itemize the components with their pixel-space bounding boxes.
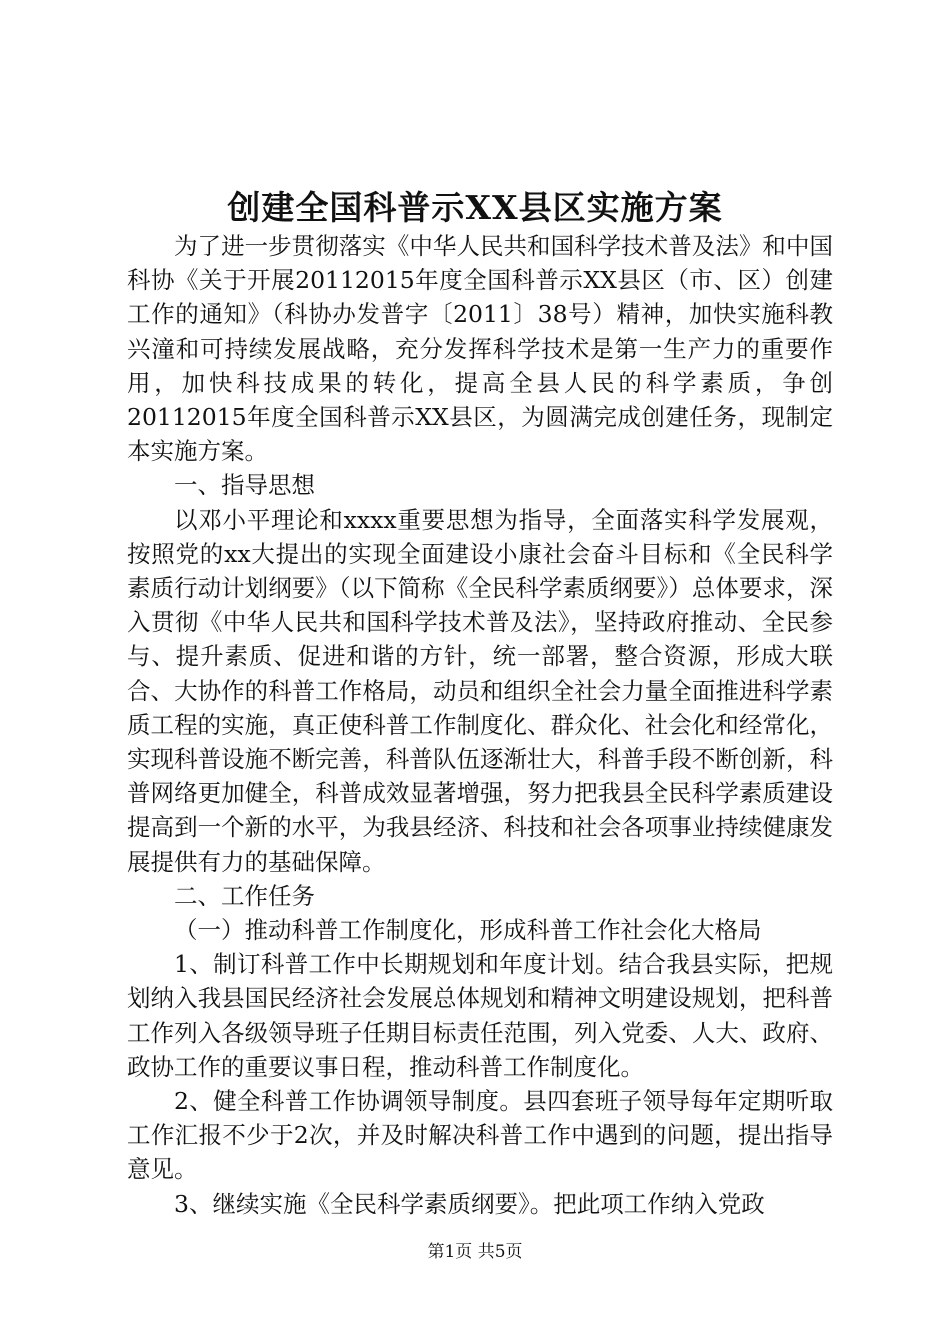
section-heading-work-tasks: 二、工作任务: [174, 881, 315, 910]
subsection-heading-1: （一）推动科普工作制度化，形成科普工作社会化大格局: [174, 916, 762, 945]
document-body: [127, 229, 833, 1221]
paragraph-item-1: 1、制订科普工作中长期规划和年度计划。结合我县实际，把规划纳入我县国民经济社会发展总体规划和精神文明建设规划，把科普工作列入各级领导班子任期目标责任范围，列入党委、人大、政府、政协工作的重要议事日程，推动科普工作制度化。: [127, 950, 833, 1081]
paragraph-intro: 为了进一步贯彻落实《中华人民共和国科学技术普及法》和中国科协《关于开展20112015年度全国科普示XX县区（市、区）创建工作的通知》（科协办发普字〔2011〕38号）精神，加快实施科教兴潼和可持续发展战略，充分发挥科学技术是第一生产力的重要作用，加快科技成果的转化，提高全县人民的科学素质，争创20112015年度全国科普示XX县区，为圆满完成创建任务，现制定本实施方案。: [127, 232, 833, 466]
document-title: 创建全国科普示XX县区实施方案: [227, 188, 723, 227]
paragraph-item-3: 3、继续实施《全民科学素质纲要》。把此项工作纳入党政: [174, 1189, 765, 1218]
section-heading-guiding-ideology: 一、指导思想: [174, 471, 315, 500]
paragraph-guiding-ideology: 以邓小平理论和xxxx重要思想为指导，全面落实科学发展观，按照党的xx大提出的实现全面建设小康社会奋斗目标和《全民科学素质行动计划纲要》（以下简称《全民科学素质纲要》）总体要求，深入贯彻《中华人民共和国科学技术普及法》，坚持政府推动、全民参与、提升素质、促进和谐的方针，统一部署，整合资源，形成大联合、大协作的科普工作格局，动员和组织全社会力量全面推进科学素质工程的实施，真正使科普工作制度化、群众化、社会化和经常化，实现科普设施不断完善，科普队伍逐渐壮大，科普手段不断创新，科普网络更加健全，科普成效显著增强，努力把我县全民科学素质建设提高到一个新的水平，为我县经济、科技和社会各项事业持续健康发展提供有力的基础保障。: [127, 505, 833, 876]
page-footer: 第1页 共5页: [427, 1242, 523, 1262]
paragraph-item-2: 2、健全科普工作协调领导制度。县四套班子领导每年定期听取工作汇报不少于2次，并及时解决科普工作中遇到的问题，提出指导意见。: [127, 1087, 833, 1184]
